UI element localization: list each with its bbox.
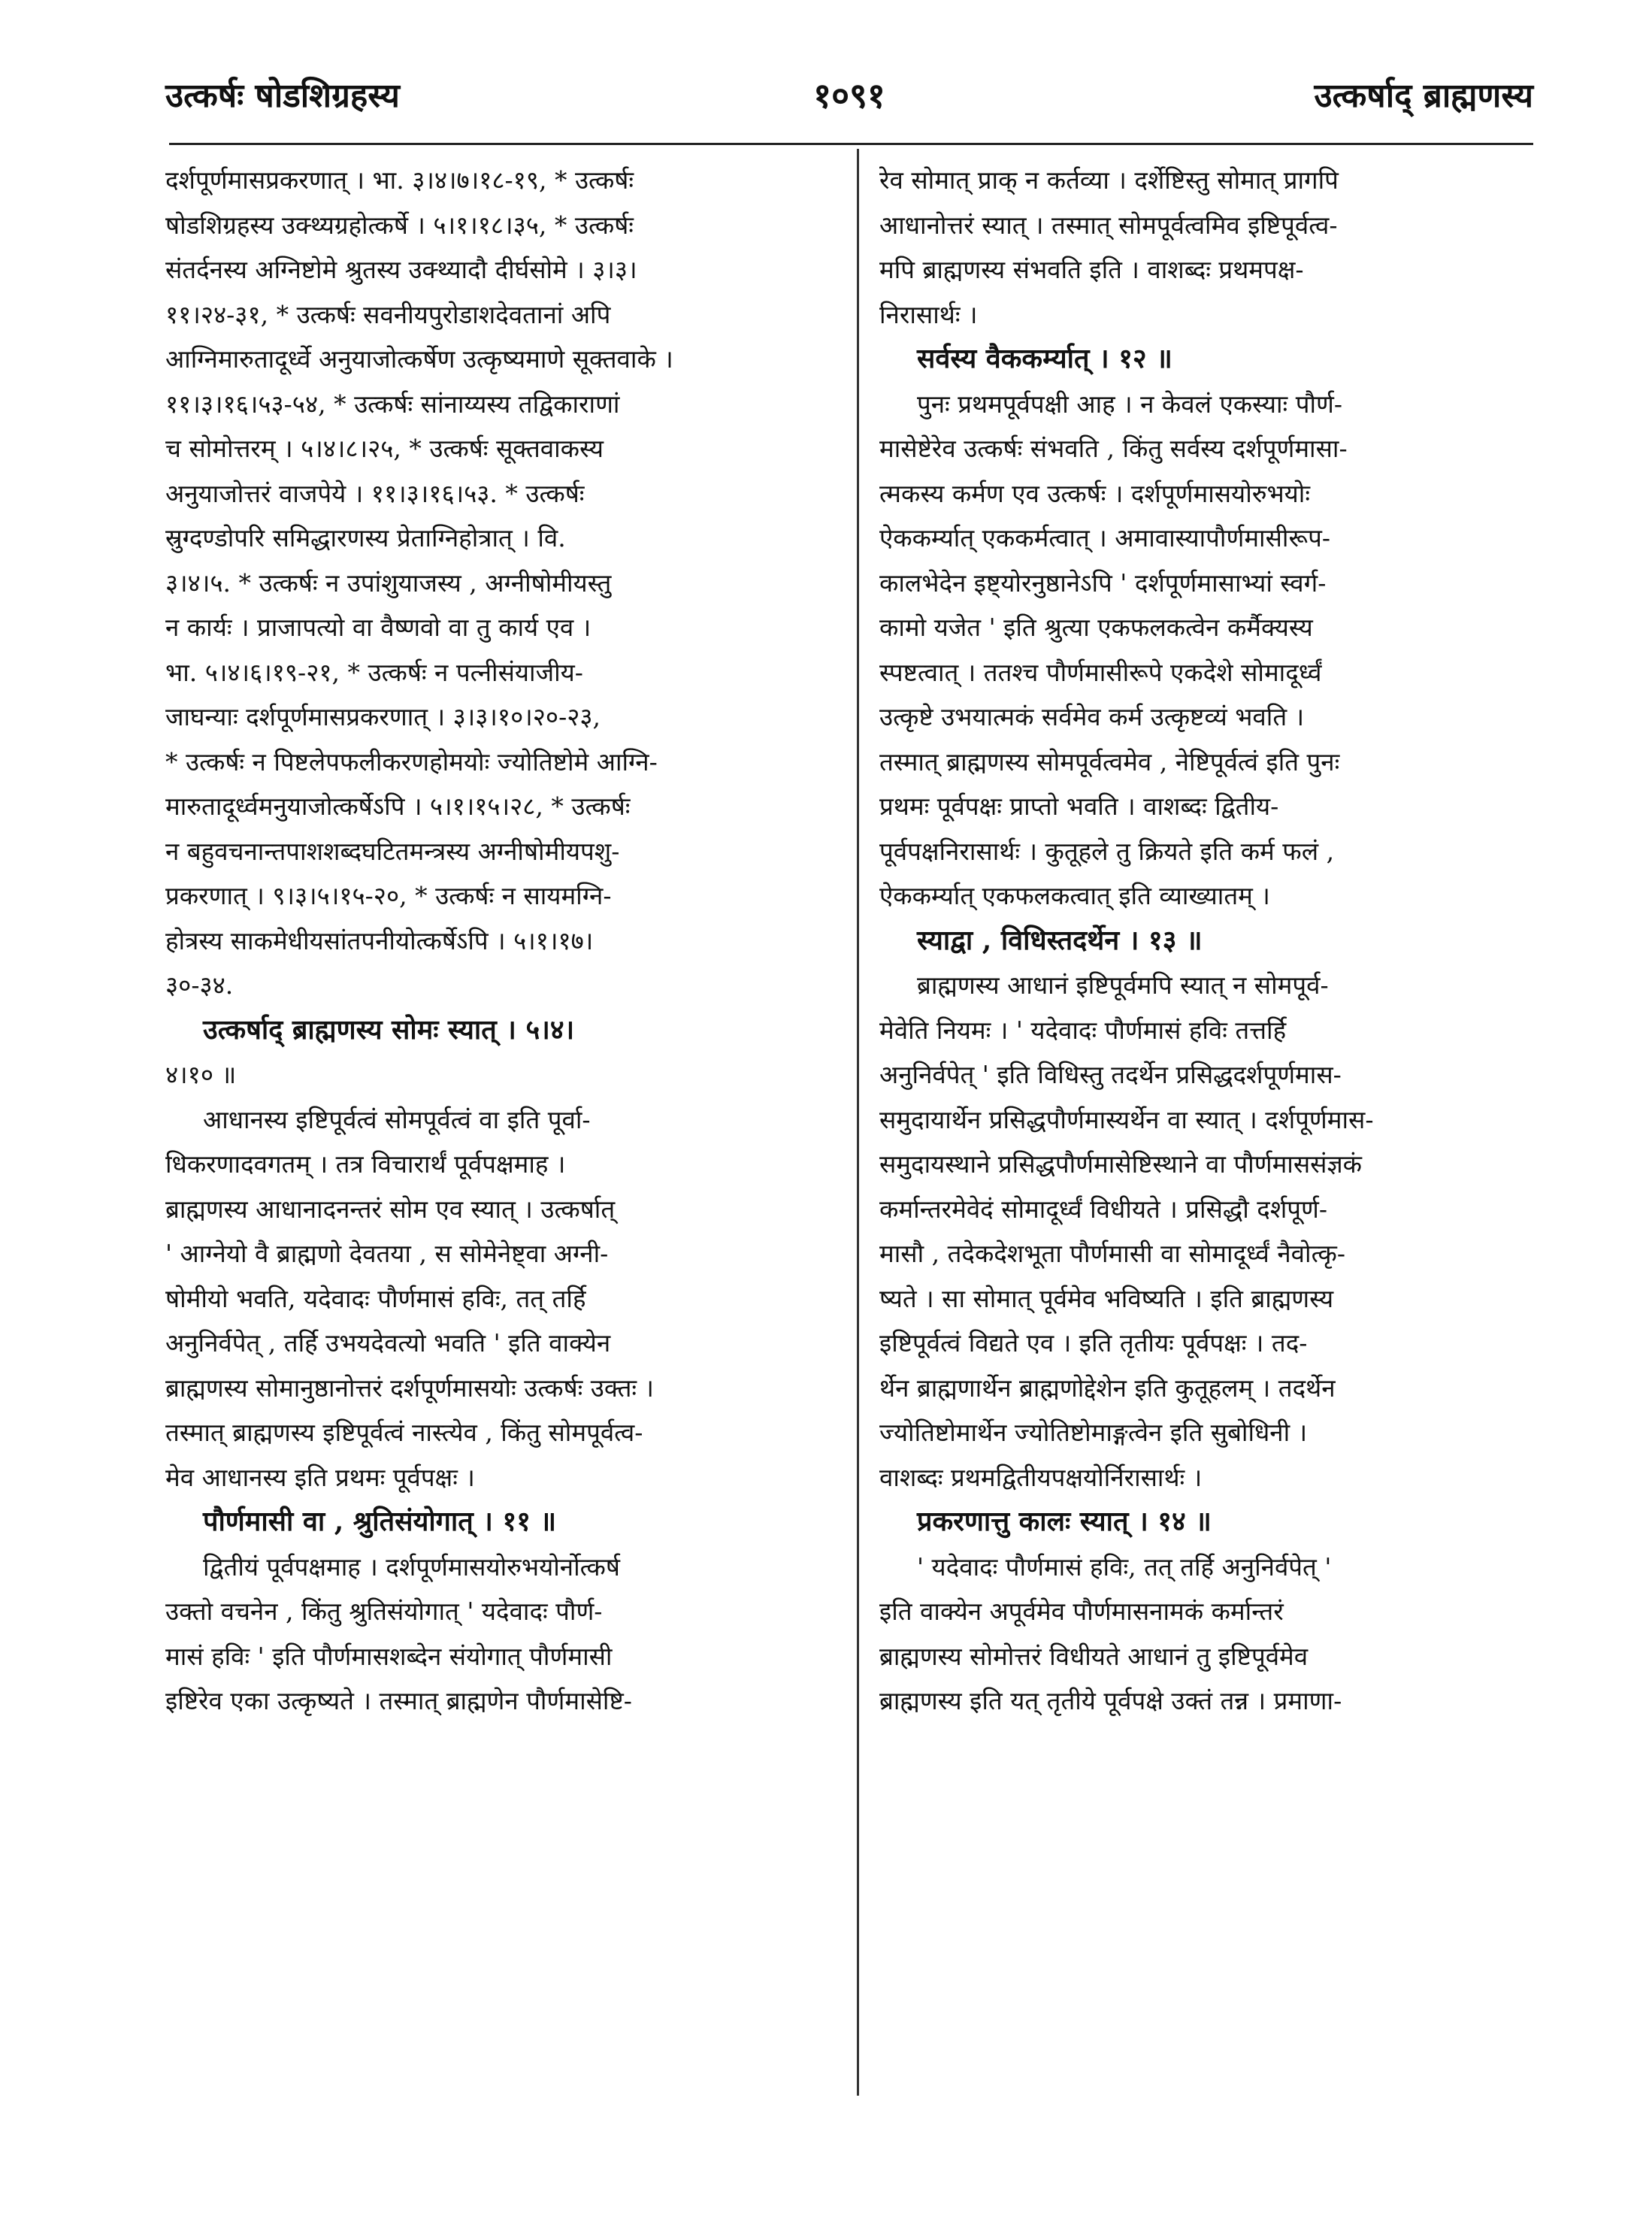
text-line: भा. ५।४।६।१९-२१, * उत्कर्षः न पत्नीसंयाजीय- xyxy=(165,657,583,687)
text-line: संतर्दनस्य अग्निष्टोमे श्रुतस्य उक्थ्यादौ दीर्घसोमे । ३।३। xyxy=(165,255,637,284)
sutra-heading: पौर्णमासी वा , श्रुतिसंयोगात् । ११ ॥ xyxy=(203,1506,557,1537)
right-column xyxy=(879,158,1533,1724)
text-line: उक्तो वचनेन , किंतु श्रुतिसंयोगात् ' यदेवादः पौर्ण- xyxy=(165,1597,603,1626)
text-line: दर्शपूर्णमासप्रकरणात् । भा. ३।४।७।१८-१९, * उत्कर्षः xyxy=(165,165,634,195)
text-line: मेवेति नियमः । ' यदेवादः पौर्णमासं हविः तत्तर्हि xyxy=(879,1015,1287,1045)
text-line: अनुनिर्वपेत् , तर्हि उभयदेवत्यो भवति ' इति वाक्येन xyxy=(165,1328,611,1358)
text-line: रेव सोमात् प्राक् न कर्तव्या । दर्शेष्टिस्तु सोमात् प्रागपि xyxy=(879,165,1339,195)
text-line: मासेष्टेरेव उत्कर्षः संभवति , किंतु सर्वस्य दर्शपूर्णमासा- xyxy=(879,434,1348,463)
text-line: ब्राह्मणस्य सोमोत्तरं विधीयते आधानं तु इष्टिपूर्वमेव xyxy=(879,1641,1309,1671)
text-line: अनुयाजोत्तरं वाजपेये । ११।३।१६।५३. * उत्कर्षः xyxy=(165,478,585,508)
text-line: न कार्यः । प्राजापत्यो वा वैष्णवो वा तु कार्य एव । xyxy=(165,613,592,642)
commentary-block xyxy=(165,1545,834,1724)
text-line: समुदायस्थाने प्रसिद्धपौर्णमासेष्टिस्थाने वा पौर्णमाससंज्ञकं xyxy=(879,1149,1362,1179)
text-line: स्पष्टत्वात् । ततश्च पौर्णमासीरूपे एकदेशे सोमादूर्ध्वं xyxy=(879,657,1322,687)
text-line: कर्मान्तरमेवेदं सोमादूर्ध्वं विधीयते । प्रसिद्धौ दर्शपूर्ण- xyxy=(879,1194,1328,1224)
text-line: आग्निमारुतादूर्ध्वे अनुयाजोत्कर्षेण उत्कृष्यमाणे सूक्तवाके । xyxy=(165,344,673,374)
text-line: र्थेन ब्राह्मणार्थेन ब्राह्मणोद्देशेन इति कुतूहलम् । तदर्थेन xyxy=(879,1373,1336,1403)
text-line: इति वाक्येन अपूर्वमेव पौर्णमासनामकं कर्मान्तरं xyxy=(879,1597,1284,1626)
text-line: आधानस्य इष्टिपूर्वत्वं सोमपूर्वत्वं वा इति पूर्वा- xyxy=(203,1104,591,1134)
sutra-heading: उत्कर्षाद् ब्राह्मणस्य सोमः स्यात् । ५।४। xyxy=(203,1013,575,1046)
text-line: इष्टिरेव एका उत्कृष्यते । तस्मात् ब्राह्मणेन पौर्णमासेष्टि- xyxy=(165,1686,632,1715)
text-line: ष्यते । सा सोमात् पूर्वमेव भविष्यति । इति ब्राह्मणस्य xyxy=(879,1283,1334,1313)
text-line: ३।४।५. * उत्कर्षः न उपांशुयाजस्य , अग्नीषोमीयस्तु xyxy=(165,568,612,598)
text-line: जाघन्याः दर्शपूर्णमासप्रकरणात् । ३।३।१०।२०-२३, xyxy=(165,702,601,731)
text-line: ब्राह्मणस्य आधानं इष्टिपूर्वमपि स्यात् न सोमपूर्व- xyxy=(917,970,1329,1000)
text-line: ब्राह्मणस्य इति यत् तृतीये पूर्वपक्षे उक्तं तन्न । प्रमाणा- xyxy=(879,1686,1342,1715)
text-line: मेव आधानस्य इति प्रथमः पूर्वपक्षः । xyxy=(165,1462,475,1492)
text-line: ' आग्नेयो वै ब्राह्मणो देवतया , स सोमेनेष्ट्वा अग्नी- xyxy=(165,1239,609,1268)
text-line: मासं हविः ' इति पौर्णमासशब्देन संयोगात् पौर्णमासी xyxy=(165,1641,613,1671)
left-column xyxy=(165,158,834,1724)
text-line: पूर्वपक्षनिरासार्थः । कुतूहले तु क्रियते इति कर्म फलं , xyxy=(879,836,1335,866)
commentary-block xyxy=(879,382,1533,919)
text-line: अनुनिर्वपेत् ' इति विधिस्तु तदर्थेन प्रसिद्धदर्शपूर्णमास- xyxy=(879,1060,1342,1089)
text-line: ' यदेवादः पौर्णमासं हविः, तत् तर्हि अनुनिर्वपेत् ' xyxy=(917,1551,1332,1582)
header-rule xyxy=(169,143,1533,145)
text-line: धिकरणादवगतम् । तत्र विचारार्थं पूर्वपक्षमाह । xyxy=(165,1149,566,1179)
sutra-heading: स्याद्वा , विधिस्तदर्थेन । १३ ॥ xyxy=(917,924,1203,956)
running-head-left: उत्कर्षः षोडशिग्रहस्य xyxy=(165,77,400,115)
sutra-heading: प्रकरणात्तु कालः स्यात् । १४ ॥ xyxy=(917,1506,1212,1537)
text-line: ज्योतिष्टोमार्थेन ज्योतिष्टोमाङ्गत्वेन इति सुबोधिनी । xyxy=(879,1418,1308,1447)
text-line: षोडशिग्रहस्य उक्थ्यग्रहोत्कर्षे । ५।१।१८।३५, * उत्कर्षः xyxy=(165,210,634,240)
sutra-heading: सर्वस्य वैककर्म्यात् । १२ ॥ xyxy=(917,343,1172,374)
text-line: ब्राह्मणस्य आधानादनन्तरं सोम एव स्यात् । उत्कर्षात् xyxy=(165,1194,616,1224)
text-line: प्रथमः पूर्वपक्षः प्राप्तो भवति । वाशब्दः द्वितीय- xyxy=(879,792,1279,821)
text-line: न बहुवचनान्तपाशशब्दघटितमन्त्रस्य अग्नीषोमीयपशु- xyxy=(165,836,620,866)
commentary-block xyxy=(879,158,1533,337)
commentary-block xyxy=(879,963,1533,1500)
text-line: कामो यजेत ' इति श्रुत्या एकफलकत्वेन कर्मैक्यस्य xyxy=(879,613,1313,642)
text-line: त्मकस्य कर्मण एव उत्कर्षः । दर्शपूर्णमासयोरुभयोः xyxy=(879,478,1311,508)
text-line: * उत्कर्षः न पिष्टलेपफलीकरणहोमयोः ज्योतिष्टोमे आग्नि- xyxy=(165,746,658,776)
text-line: षोमीयो भवति, यदेवादः पौर्णमासं हविः, तत् तर्हि xyxy=(165,1283,586,1313)
text-line: मारुतादूर्ध्वमनुयाजोत्कर्षेऽपि । ५।१।१५।२८, * उत्कर्षः xyxy=(165,792,631,821)
text-line: पुनः प्रथमपूर्वपक्षी आह । न केवलं एकस्याः पौर्ण- xyxy=(917,389,1343,419)
text-line: तस्मात् ब्राह्मणस्य इष्टिपूर्वत्वं नास्त्येव , किंतु सोमपूर्वत्व- xyxy=(165,1418,643,1447)
page-number: १०९१ xyxy=(813,75,885,116)
text-line: तस्मात् ब्राह्मणस्य सोमपूर्वत्वमेव , नेष्टिपूर्वत्वं इति पुनः xyxy=(879,746,1340,776)
text-line: वाशब्दः प्रथमद्वितीयपक्षयोर्निरासार्थः । xyxy=(879,1462,1203,1492)
text-line: निरासार्थः । xyxy=(879,299,978,329)
commentary-block xyxy=(165,158,834,1008)
commentary-block xyxy=(165,1097,834,1500)
text-line: आधानोत्तरं स्यात् । तस्मात् सोमपूर्वत्वमिव इष्टिपूर्वत्व- xyxy=(879,210,1338,240)
text-line: इष्टिपूर्वत्वं विद्यते एव । इति तृतीयः पूर्वपक्षः । तद- xyxy=(879,1328,1308,1358)
text-line: प्रकरणात् । ९।३।५।१५-२०, * उत्कर्षः न सायमग्नि- xyxy=(165,881,612,910)
text-line: ३०-३४. xyxy=(165,970,234,1000)
text-line: मपि ब्राह्मणस्य संभवति इति । वाशब्दः प्रथमपक्ष- xyxy=(879,255,1304,284)
commentary-block xyxy=(879,1545,1533,1724)
text-line: ऐककर्म्यात् एककर्मत्वात् । अमावास्यापौर्णमासीरूप- xyxy=(879,523,1330,552)
text-line: कालभेदेन इष्ट्योरनुष्ठानेऽपि ' दर्शपूर्णमासाभ्यां स्वर्ग- xyxy=(879,568,1327,598)
text-line: च सोमोत्तरम् । ५।४।८।२५, * उत्कर्षः सूक्तवाकस्य xyxy=(165,434,604,463)
page-header xyxy=(165,71,1533,132)
column-divider xyxy=(857,149,859,2096)
text-line: ऐककर्म्यात् एकफलकत्वात् इति व्याख्यातम् । xyxy=(879,881,1270,910)
text-line: समुदायार्थेन प्रसिद्धपौर्णमास्यर्थेन वा स्यात् । दर्शपूर्णमास- xyxy=(879,1104,1374,1134)
text-line: ११।२४-३१, * उत्कर्षः सवनीयपुरोडाशदेवतानां अपि xyxy=(165,299,611,329)
text-line: उत्कृष्टे उभयात्मकं सर्वमेव कर्म उत्कृष्टव्यं भवति । xyxy=(879,702,1305,731)
sutra-heading-continuation: ४।१० ॥ xyxy=(165,1060,237,1089)
text-line: द्वितीयं पूर्वपक्षमाह । दर्शपूर्णमासयोरुभयोर्नोत्कर्ष xyxy=(203,1551,620,1582)
text-line: मासौ , तदेकदेशभूता पौर्णमासी वा सोमादूर्ध्वं नैवोत्कृ- xyxy=(879,1239,1345,1268)
running-head-right: उत्कर्षाद् ब्राह्मणस्य xyxy=(1314,77,1533,115)
text-line: ११।३।१६।५३-५४, * उत्कर्षः सांनाय्यस्य तद्विकाराणां xyxy=(165,389,620,419)
text-line: ब्राह्मणस्य सोमानुष्ठानोत्तरं दर्शपूर्णमासयोः उत्कर्षः उक्तः । xyxy=(165,1373,655,1403)
text-line: होत्रस्य साकमेधीयसांतपनीयोत्कर्षेऽपि । ५।१।१७। xyxy=(165,925,594,955)
text-line: स्रुग्दण्डोपरि समिद्धारणस्य प्रेताग्निहोत्रात् । वि. xyxy=(165,523,566,552)
